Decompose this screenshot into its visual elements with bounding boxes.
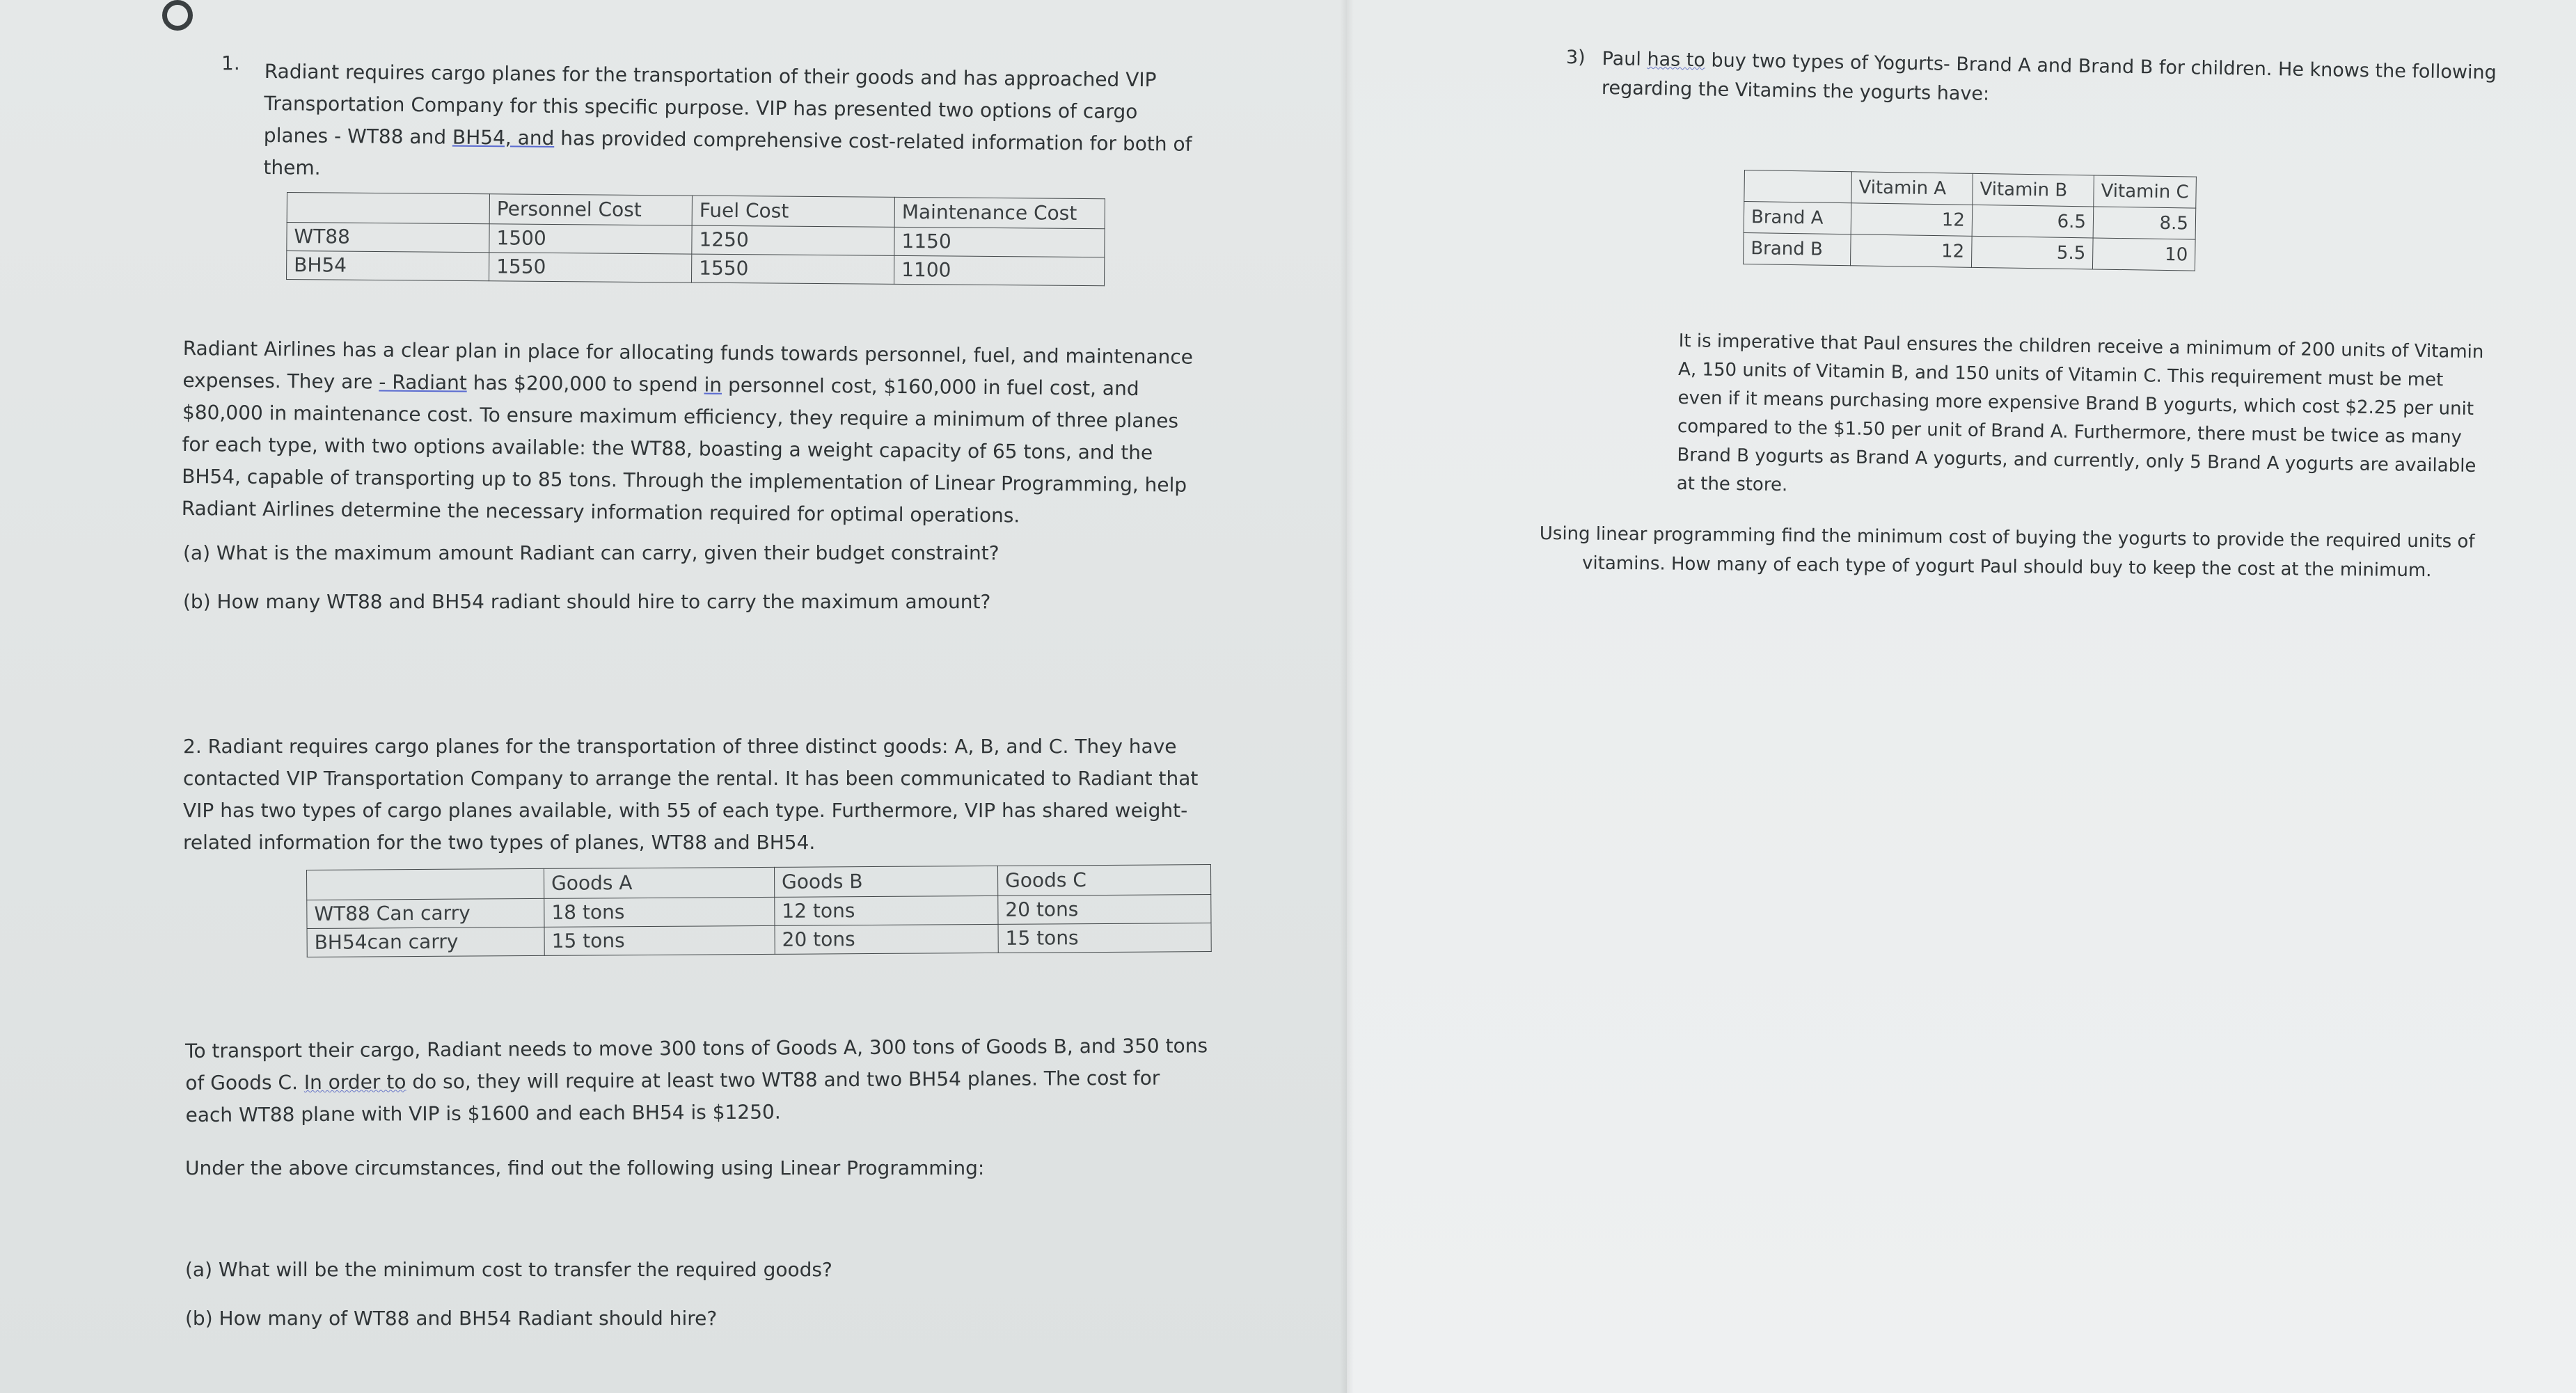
table-cell: WT88: [287, 223, 489, 253]
table-cell: 12 tons: [775, 896, 998, 925]
q3-question: [1539, 519, 2474, 586]
q3-body-line: at the store.: [1676, 472, 1788, 496]
table-cell: 18 tons: [544, 897, 775, 927]
table-header-cell: Personnel Cost: [489, 194, 692, 225]
q2-body: [185, 1030, 1208, 1131]
q1-body-line: for each type, with two options available: the WT88, boasting a weight capacity of 65 tons, and the: [182, 432, 1153, 465]
table-header-cell: [287, 193, 489, 224]
q1-intro-line: them.: [263, 155, 321, 180]
q2-body-line-part: of Goods C.: [185, 1071, 304, 1094]
table-cell: 1250: [692, 225, 894, 255]
q3-body: [1677, 327, 2484, 509]
table-cell: BH54can carry: [307, 927, 544, 957]
q3-intro-flagged: has to: [1647, 49, 1706, 72]
table-cell: WT88 Can carry: [307, 898, 544, 928]
table-cell: 8.5: [2093, 207, 2196, 239]
q1-body-underlined: - Radiant: [379, 370, 467, 395]
table-cell: 5.5: [1971, 236, 2093, 269]
q1-question-b: (b) How many WT88 and BH54 radiant should hire to carry the maximum amount?: [183, 590, 991, 613]
table-cell: Brand A: [1744, 202, 1851, 234]
table-header-cell: Goods A: [544, 867, 774, 898]
table-row: [307, 923, 1211, 957]
q1-intro-line-part: has provided comprehensive cost-related information for both of: [554, 127, 1192, 156]
q1-body-line: Radiant Airlines has a clear plan in place for allocating funds towards personnel, fuel, and maintenance: [182, 336, 1194, 369]
q3-intro-line: regarding the Vitamins the yogurts have:: [1601, 77, 1990, 105]
q2-body-line: To transport their cargo, Radiant needs to move 300 tons of Goods A, 300 tons of Goods B, and 350 tons: [185, 1034, 1208, 1062]
table-row: [1743, 232, 2195, 271]
table-row: [287, 251, 1105, 286]
q1-body-line: $80,000 in maintenance cost. To ensure maximum efficiency, they require a minimum of three planes: [182, 400, 1179, 433]
q1-body-line-part: personnel cost, $160,000 in fuel cost, and: [721, 373, 1139, 400]
q2-body-line: [185, 1062, 1208, 1099]
q1-intro-underlined: BH54, and: [452, 125, 555, 150]
q2-intro-line: 2. Radiant requires cargo planes for the transportation of three distinct goods: A, B, and C. They have: [183, 735, 1177, 758]
q3-number: 3): [1566, 47, 1586, 68]
q3-body-line: A, 150 units of Vitamin B, and 150 units of Vitamin C. This requirement must be met: [1677, 358, 2444, 391]
table-cell: 1550: [691, 254, 894, 284]
table-header-cell: Goods B: [774, 866, 997, 897]
q1-body: [182, 333, 1194, 534]
table-cell: 20 tons: [998, 895, 1211, 925]
q3-question-line: vitamins. How many of each type of yogurt Paul should buy to keep the cost at the minimum.: [1581, 552, 2432, 582]
q3-body-line: even if it means purchasing more expensive Brand B yogurts, which cost $2.25 per unit: [1677, 387, 2474, 420]
q1-body-underlined: in: [704, 373, 722, 397]
table-header-cell: [307, 868, 544, 900]
q2-intro-line: VIP has two types of cargo planes available, with 55 of each type. Furthermore, VIP has shared weight-: [183, 799, 1188, 822]
q2-question-a: (a) What will be the minimum cost to transfer the required goods?: [185, 1258, 832, 1281]
q2-body-line: each WT88 plane with VIP is $1600 and each BH54 is $1250.: [185, 1100, 781, 1127]
table-header-cell: Fuel Cost: [692, 196, 894, 227]
q2-instruction: Under the above circumstances, find out the following using Linear Programming:: [185, 1156, 985, 1179]
q3-body-line: Brand B yogurts as Brand A yogurts, and currently, only 5 Brand A yogurts are available: [1677, 444, 2476, 477]
q1-intro-line-part: planes - WT88 and: [263, 123, 453, 149]
q2-capacity-table: [306, 864, 1212, 957]
q3-question-line: Using linear programming find the minimum cost of buying the yogurts to provide the required units of: [1539, 523, 2475, 552]
table-cell: 12: [1850, 234, 1972, 268]
q1-number: 1.: [221, 51, 240, 74]
table-cell: 1500: [489, 224, 692, 254]
table-cell: 1100: [894, 255, 1104, 285]
q1-intro-line: Transportation Company for this specific purpose. VIP has presented two options of cargo: [264, 91, 1138, 124]
q1-question-a: (a) What is the maximum amount Radiant can carry, given their budget constraint?: [183, 541, 999, 564]
table-cell: 15 tons: [998, 923, 1211, 953]
binder-hole: [162, 0, 193, 31]
q2-question-b: (b) How many of WT88 and BH54 Radiant should hire?: [185, 1307, 718, 1330]
q1-body-line: Radiant Airlines determine the necessary information required for optimal operations.: [181, 496, 1020, 527]
table-cell: Brand B: [1743, 232, 1851, 265]
table-header-cell: Maintenance Cost: [894, 197, 1105, 228]
q1-intro: [263, 56, 1192, 193]
table-cell: BH54: [287, 251, 489, 281]
table-cell: 1550: [489, 253, 692, 282]
q1-cost-table: [286, 192, 1105, 286]
table-cell: 15 tons: [544, 925, 775, 955]
q1-body-line: BH54, capable of transporting up to 85 tons. Through the implementation of Linear Programming, help: [182, 464, 1187, 497]
table-cell: 6.5: [1972, 205, 2094, 238]
q2-intro: [183, 731, 1198, 859]
q3-intro-line-part: Paul: [1602, 47, 1647, 71]
table-row: [307, 895, 1211, 929]
q2-body-line-part: do so, they will require at least two WT88 and two BH54 planes. The cost for: [406, 1066, 1160, 1094]
q3-body-line: compared to the $1.50 per unit of Brand A. Furthermore, there must be twice as many: [1677, 415, 2463, 448]
table-cell: 12: [1851, 203, 1973, 237]
q1-body-line-part: has $200,000 to spend: [466, 371, 704, 397]
table-header-cell: Vitamin B: [1973, 173, 2094, 207]
table-cell: 1150: [894, 227, 1105, 257]
q1-body-line-part: expenses. They are: [182, 368, 379, 394]
table-cell: 10: [2092, 238, 2195, 271]
q3-vitamin-table: [1743, 170, 2197, 271]
table-header-cell: Vitamin A: [1851, 172, 1973, 205]
q1-intro-line: Radiant requires cargo planes for the transportation of their goods and has approached VIP: [264, 59, 1157, 92]
table-cell: 20 tons: [775, 924, 998, 954]
q2-intro-line: related information for the two types of planes, WT88 and BH54.: [183, 831, 816, 854]
q3-body-line: It is imperative that Paul ensures the children receive a minimum of 200 units of Vitamin: [1678, 330, 2484, 363]
q2-intro-line: contacted VIP Transportation Company to arrange the rental. It has been communicated to Radiant that: [183, 767, 1199, 790]
q2-body-flagged: In order to: [303, 1070, 406, 1094]
page-gutter: [1340, 0, 1354, 1393]
table-header-cell: [1744, 170, 1852, 203]
table-header-cell: Goods C: [997, 865, 1210, 896]
q3-intro-line-part: buy two types of Yogurts- Brand A and Brand B for children. He knows the following: [1705, 49, 2497, 84]
table-header-cell: Vitamin C: [2094, 175, 2197, 208]
